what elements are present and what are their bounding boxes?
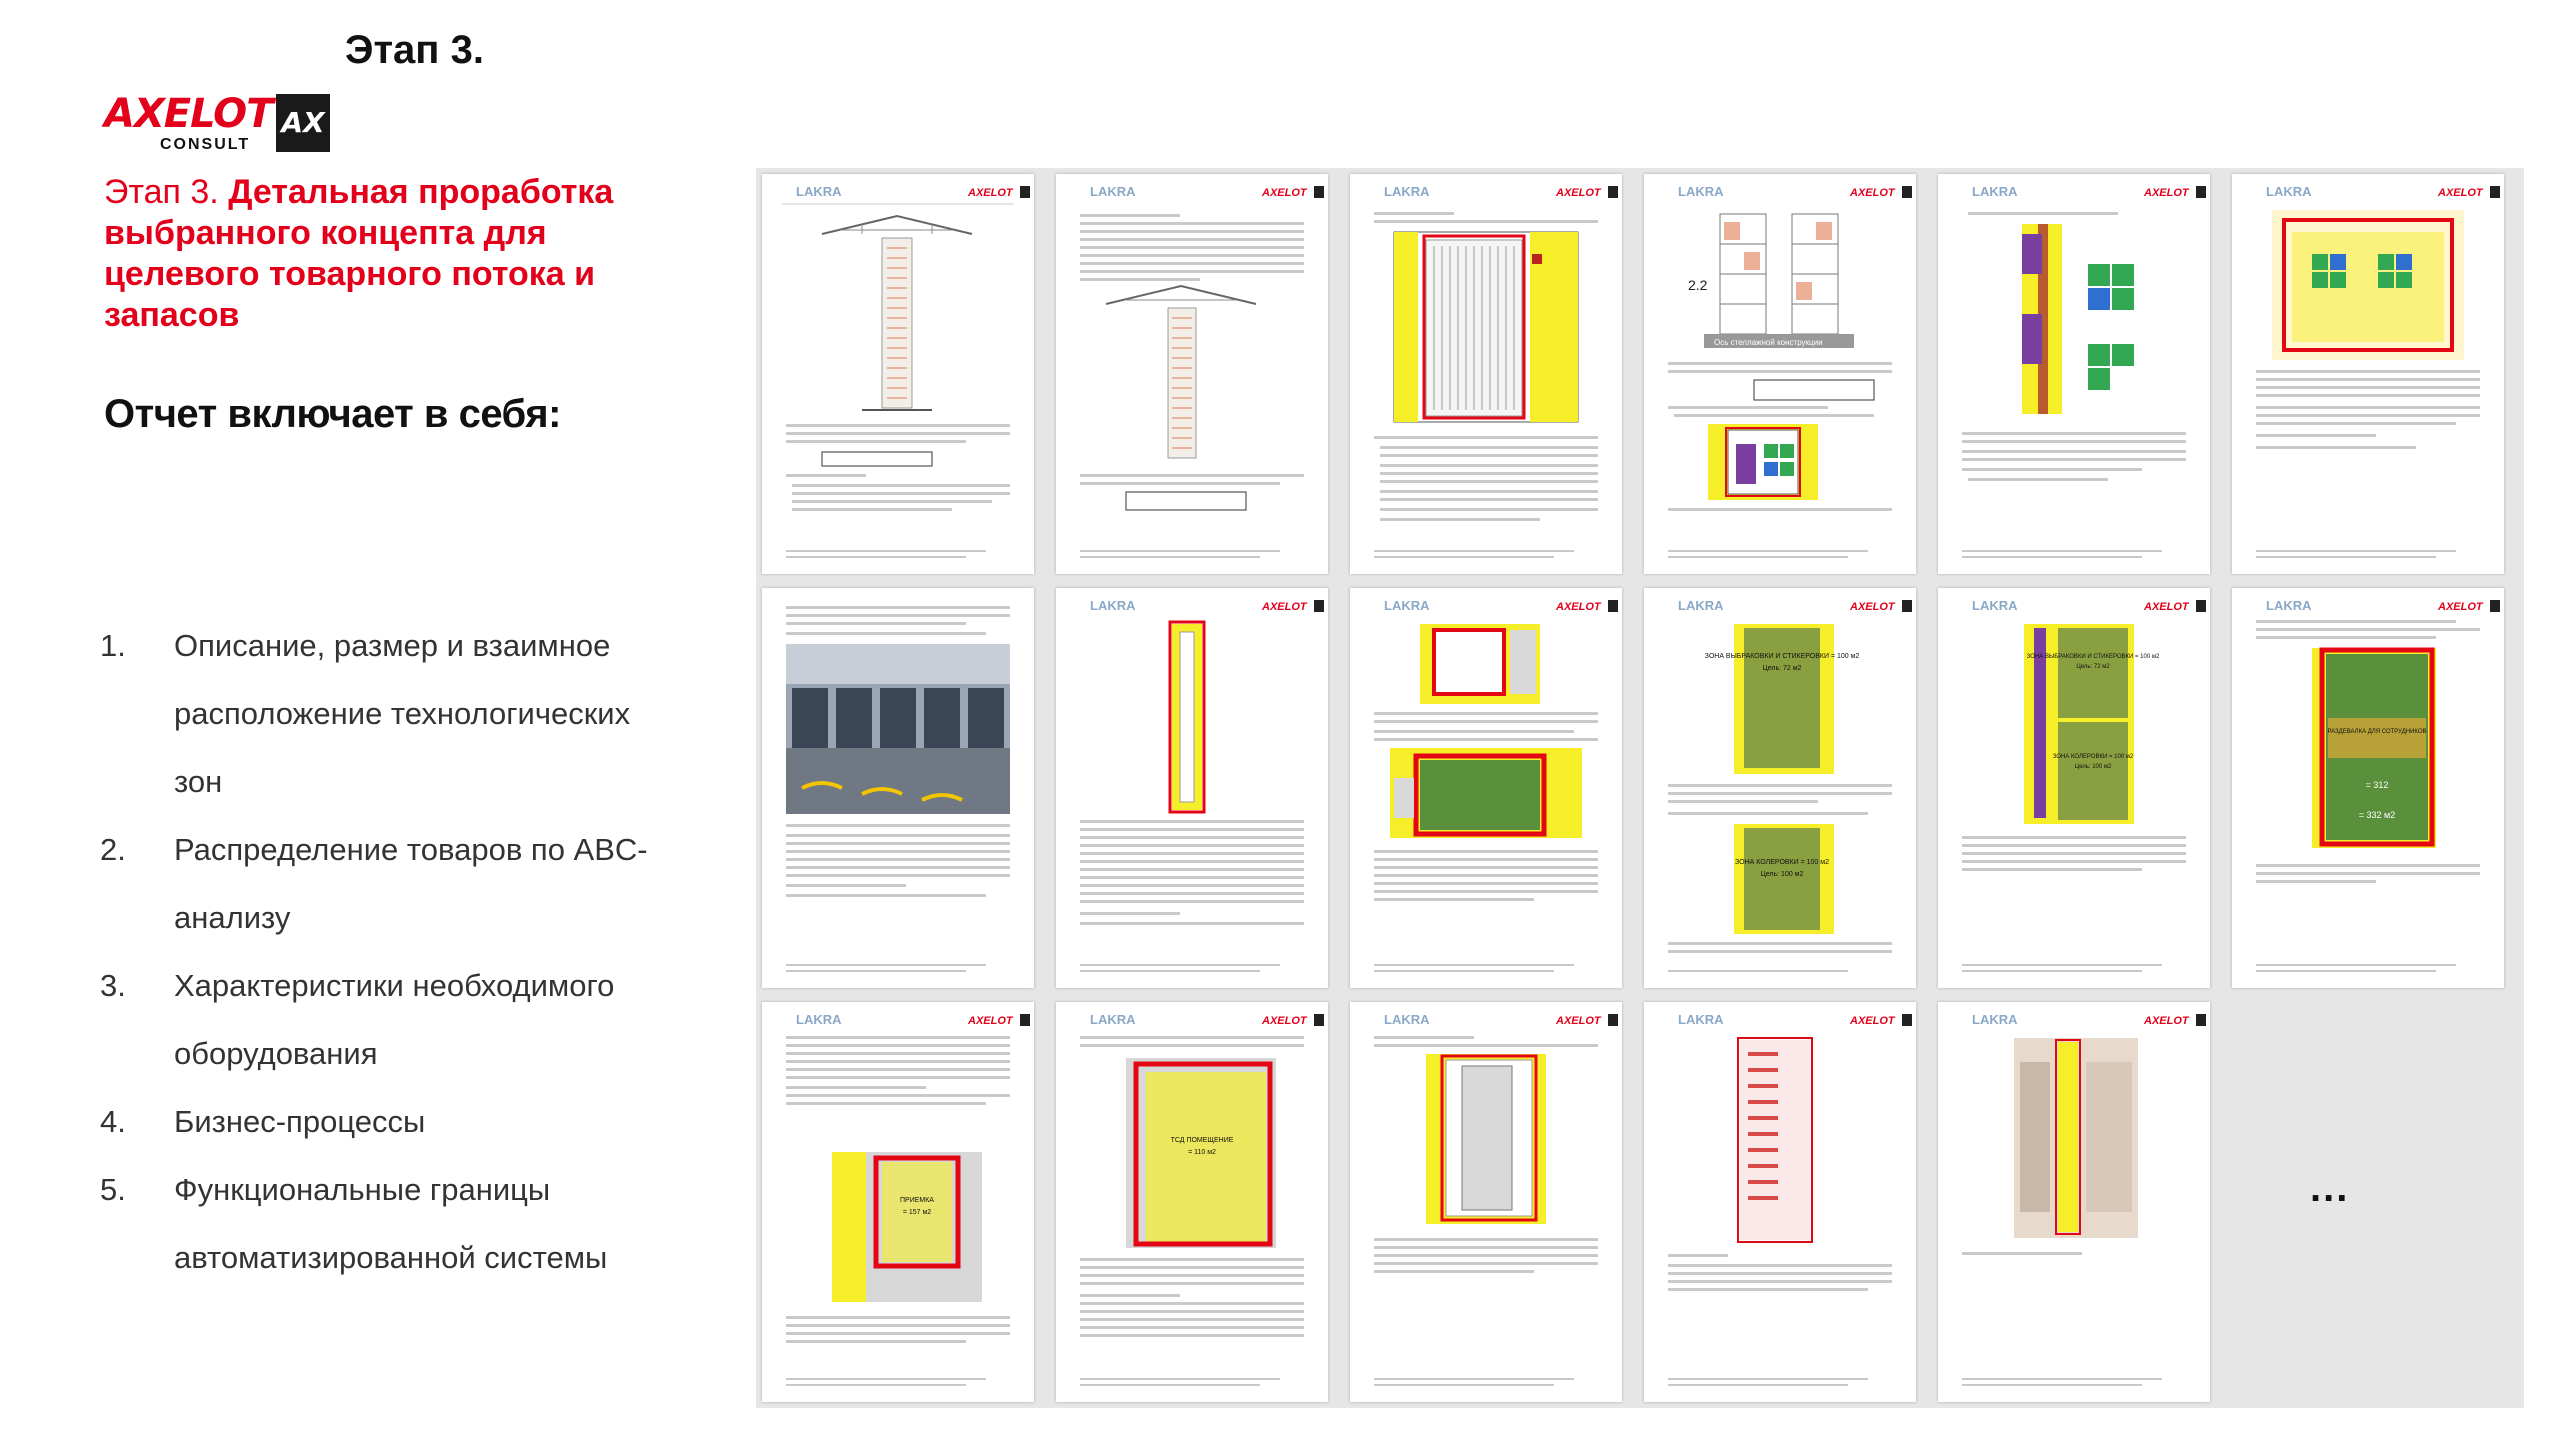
axelot-mini-logo: AXELOT [968, 1015, 1013, 1027]
document-page-thumbnail [2232, 588, 2504, 988]
lakra-logo: LAKRA [1384, 1012, 1430, 1027]
document-page-thumbnail [1056, 1002, 1328, 1402]
axelot-mini-logo: AXELOT [2144, 187, 2189, 199]
svg-text:= 110 м2: = 110 м2 [1188, 1149, 1216, 1156]
heading-lead: Этап 3. [104, 173, 229, 211]
svg-text:Цель: 72 м2: Цель: 72 м2 [1762, 665, 1802, 672]
svg-text:Цель: 100 м2: Цель: 100 м2 [2074, 764, 2112, 770]
slide-heading [104, 172, 684, 336]
logo-wordmark: AXELOT [104, 91, 273, 137]
document-page-thumbnail [1350, 174, 1622, 574]
axelot-mini-logo: AXELOT [2144, 601, 2189, 613]
axelot-mini-logo: AXELOT [1850, 187, 1895, 199]
lakra-logo: LAKRA [796, 1012, 842, 1027]
svg-text:ПРИЕМКА: ПРИЕМКА [900, 1197, 934, 1204]
svg-text:Цель: 72 м2: Цель: 72 м2 [2076, 664, 2110, 670]
lakra-logo: LAKRA [1090, 598, 1136, 613]
lakra-logo: LAKRA [2266, 184, 2312, 199]
list-item-text: Характеристики необходимого оборудования [174, 968, 615, 1071]
svg-text:2.2: 2.2 [1688, 277, 1708, 293]
layout-zone-diagram [1170, 622, 1204, 812]
document-page-thumbnail [762, 588, 1034, 988]
list-item-text: Функциональные границы автоматизированной системы [174, 1172, 608, 1275]
layout-zone-diagram [2014, 1038, 2138, 1238]
lakra-logo: LAKRA [1678, 598, 1724, 613]
axelot-mini-logo: AXELOT [2144, 1015, 2189, 1027]
text-lines [1080, 214, 1304, 281]
document-page-thumbnail [762, 1002, 1034, 1402]
svg-text:= 332 м2: = 332 м2 [2358, 810, 2396, 820]
lakra-logo: LAKRA [1384, 598, 1430, 613]
heading-strong: Детальная проработка выбранного концепта для целевого товарного потока и запасов [104, 173, 614, 334]
axelot-mini-logo: AXELOT [1556, 1015, 1601, 1027]
list-item-number: 1. [100, 628, 126, 663]
document-page-thumbnail [1350, 1002, 1622, 1402]
document-page-thumbnail [1938, 588, 2210, 988]
lakra-logo: LAKRA [1972, 598, 2018, 613]
axelot-consult-logo [104, 92, 330, 154]
list-item [100, 816, 660, 952]
svg-text:= 312: = 312 [2365, 780, 2389, 790]
lakra-logo: LAKRA [796, 184, 842, 199]
axelot-mini-logo: AXELOT [1850, 1015, 1895, 1027]
document-page-thumbnail [1644, 1002, 1916, 1402]
layout-zone-diagram [2272, 210, 2464, 360]
lakra-logo: LAKRA [1090, 184, 1136, 199]
list-item-text: Описание, размер и взаимное расположение технологических зон [174, 628, 631, 799]
list-item [100, 612, 660, 816]
layout-zone-diagram [1390, 748, 1582, 838]
layout-zone-diagram [1738, 1038, 1812, 1242]
stage-title: Этап 3. [345, 28, 484, 72]
document-page-thumbnail [1644, 588, 1916, 988]
axelot-mini-logo: AXELOT [1556, 601, 1601, 613]
axelot-mini-logo: AXELOT [1262, 1015, 1307, 1027]
lakra-logo: LAKRA [1090, 1012, 1136, 1027]
svg-text:ЗОНА ВЫБРАКОВКИ И СТИКЕРОВКИ =: ЗОНА ВЫБРАКОВКИ И СТИКЕРОВКИ = 100 м2 [2026, 654, 2160, 660]
lakra-logo: LAKRA [1972, 1012, 2018, 1027]
zone-diagram-changing-room [2312, 648, 2436, 848]
document-page-thumbnail [762, 174, 1034, 574]
svg-text:Цель: 100 м2: Цель: 100 м2 [1760, 871, 1804, 878]
loading-dock-photo [786, 644, 1010, 814]
list-item [100, 952, 660, 1088]
lakra-logo: LAKRA [1678, 184, 1724, 199]
list-item-number: 2. [100, 832, 126, 867]
svg-text:ТСД ПОМЕЩЕНИЕ: ТСД ПОМЕЩЕНИЕ [1170, 1137, 1234, 1144]
layout-zone-diagram [1420, 624, 1540, 704]
document-page-thumbnail [1938, 1002, 2210, 1402]
document-page-thumbnail [1644, 174, 1916, 574]
svg-text:РАЗДЕВАЛКА ДЛЯ СОТРУДНИКОВ: РАЗДЕВАЛКА ДЛЯ СОТРУДНИКОВ [2327, 729, 2427, 735]
logo-mark: AX [276, 94, 330, 152]
list-item-number: 4. [100, 1104, 126, 1139]
list-item [100, 1156, 660, 1292]
lakra-logo: LAKRA [1972, 184, 2018, 199]
layout-zone-diagram [1708, 424, 1818, 500]
lakra-logo: LAKRA [2266, 598, 2312, 613]
svg-text:ЗОНА КОЛЕРОВКИ = 100 м2: ЗОНА КОЛЕРОВКИ = 100 м2 [1735, 859, 1829, 866]
list-item [100, 1088, 660, 1156]
list-item-number: 3. [100, 968, 126, 1003]
zone-diagram-tinting [1734, 824, 1834, 934]
axelot-mini-logo: AXELOT [1262, 601, 1307, 613]
lakra-logo: LAKRA [1678, 1012, 1724, 1027]
svg-text:Ось стеллажной конструкции: Ось стеллажной конструкции [1714, 338, 1823, 347]
svg-text:ЗОНА КОЛЕРОВКИ = 100 м2: ЗОНА КОЛЕРОВКИ = 100 м2 [2052, 754, 2134, 760]
list-item-number: 5. [100, 1172, 126, 1207]
document-page-thumbnail [1938, 174, 2210, 574]
report-items-list [100, 612, 660, 1292]
list-item-text: Распределение товаров по ABC-анализу [174, 832, 648, 935]
axelot-mini-logo: AXELOT [2438, 187, 2483, 199]
document-page-thumbnail [1350, 588, 1622, 988]
zone-diagram-tsd-room [1126, 1058, 1276, 1248]
document-page-thumbnail [2232, 174, 2504, 574]
layout-zone-diagram [1426, 1054, 1546, 1224]
axelot-mini-logo: AXELOT [1556, 187, 1601, 199]
report-includes-title: Отчет включает в себя: [104, 392, 561, 436]
zone-diagram-receiving [832, 1152, 982, 1302]
axelot-mini-logo: AXELOT [968, 187, 1013, 199]
more-pages-ellipsis: ... [2310, 1166, 2350, 1210]
document-page-thumbnail [1056, 174, 1328, 574]
logo-subtitle: CONSULT [160, 136, 251, 153]
list-item-text: Бизнес-процессы [174, 1104, 426, 1139]
axelot-mini-logo: AXELOT [1850, 601, 1895, 613]
svg-text:= 157 м2: = 157 м2 [902, 1209, 932, 1216]
svg-text:ЗОНА ВЫБРАКОВКИ И СТИКЕРОВКИ =: ЗОНА ВЫБРАКОВКИ И СТИКЕРОВКИ = 100 м2 [1704, 653, 1860, 660]
lakra-logo: LAKRA [1384, 184, 1430, 199]
document-page-thumbnail [1056, 588, 1328, 988]
axelot-mini-logo: AXELOT [2438, 601, 2483, 613]
warehouse-plan-yellow [1394, 232, 1578, 422]
axelot-mini-logo: AXELOT [1262, 187, 1307, 199]
